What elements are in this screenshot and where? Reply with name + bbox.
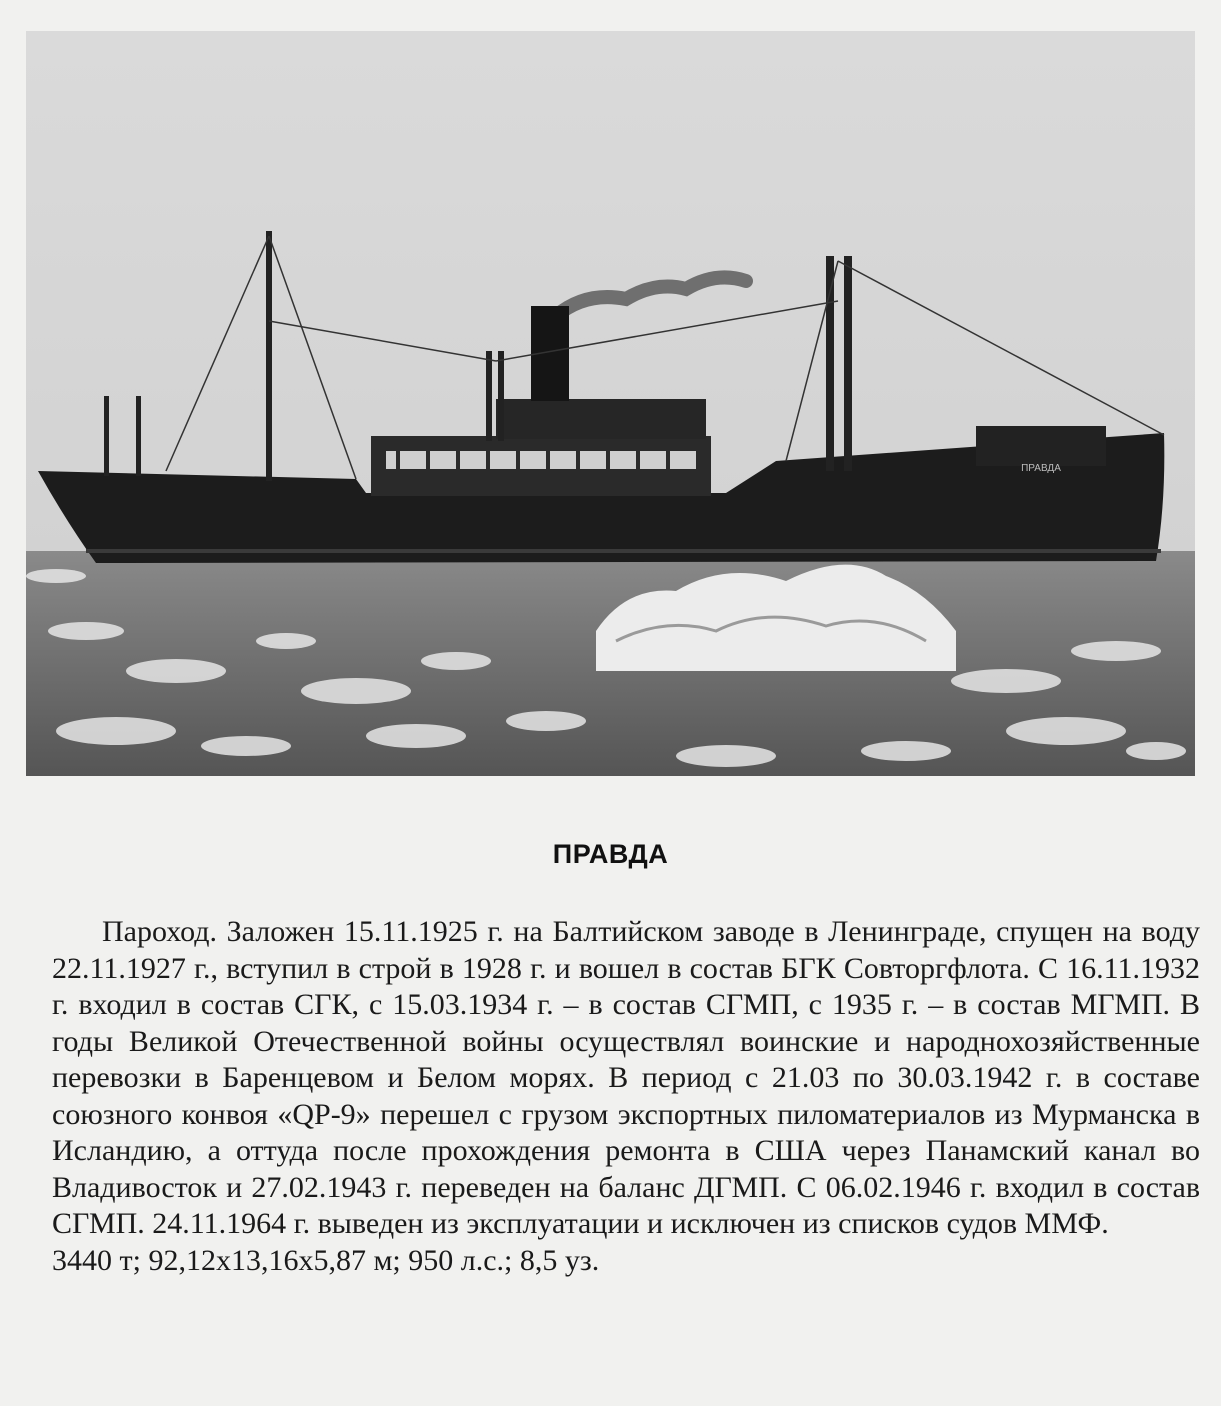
page-title: ПРАВДА xyxy=(552,839,669,869)
specifications-line: 3440 т; 92,12х13,16х5,87 м; 950 л.с.; 8,5 уз. xyxy=(52,1243,600,1277)
description-paragraph: Пароход. Заложен 15.11.1925 г. на Балтийском заводе в Ленинграде, спущен на воду 22.11.1927 г., вступил в строй в 1928 г. и вошел в состав БГК Совторгфлота. С 16.11.1932 г. входил в состав СГК, с 15.03.1934 г. – в состав СГМП, с 1935 г. – в состав МГМП. В годы Великой Отечественной войны осуществлял воинские и народнохозяйственные перевозки в Баренцевом и Белом морях. В период с 21.03 по 30.03.1942 г. в составе союзного конвоя «QP-9» перешел с грузом экспортных пиломатериалов из Мурманска в Исландию, а оттуда после прохождения ремонта в США через Панамский канал во Владивосток и 27.02.1943 г. переведен на баланс ДГМП. С 06.02.1946 г. входил в состав СГМП. 24.11.1964 г. выведен из эксплуатации и исключен из списков судов ММФ. xyxy=(52,915,1200,1240)
article-body xyxy=(52,914,1200,1279)
ship-photo xyxy=(26,31,1195,776)
hull-name-label: ПРАВДА xyxy=(1021,463,1061,474)
